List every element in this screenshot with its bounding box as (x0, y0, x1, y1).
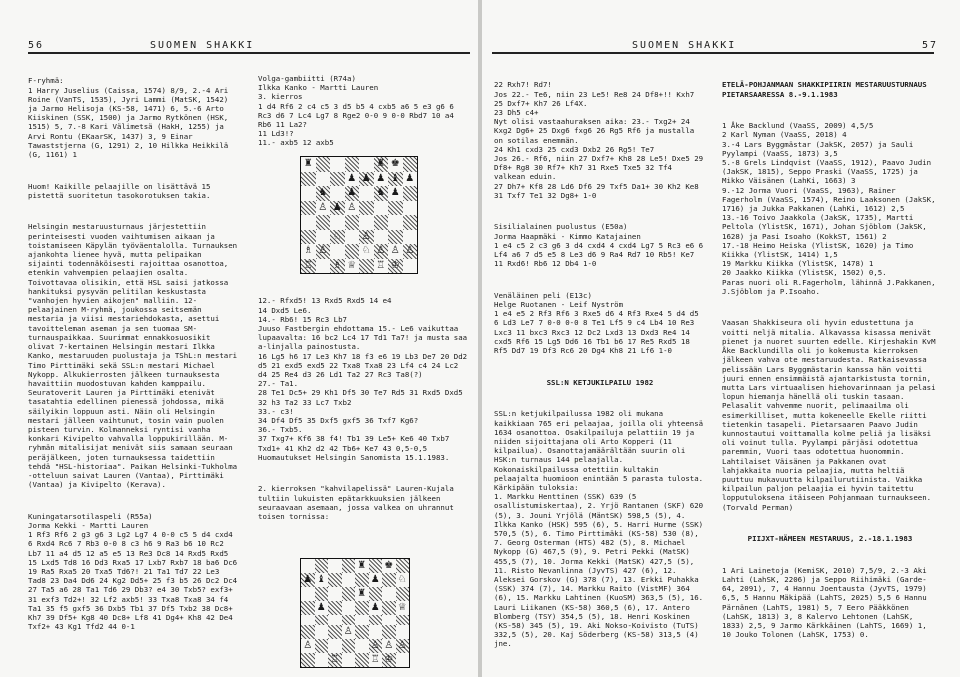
board-square (301, 201, 316, 216)
board-square: ♙ (359, 230, 374, 245)
section-heading-hame: PIIJXT-HÄMEEN MESTARUUS, 2.-18.1.1983 (747, 534, 913, 544)
board-square (355, 653, 369, 667)
board-square (359, 157, 374, 172)
board-square (345, 230, 360, 245)
board-square (328, 559, 342, 573)
board-square (374, 201, 389, 216)
board-square (369, 587, 383, 601)
board-square (388, 215, 403, 230)
board-square (382, 625, 396, 639)
hame-results: 1 Ari Lainetoja (KemiSK, 2010) 7,5/9, 2.-3 Aki Lahti (LahSK, 2206) ja Seppo Riihimäki (Garde-64, 2091), 7, 4 Hannu Joentausta (JyvTS, 1979) 6,5, 5 Hannu Mäkipää (LahTS, 2025) 5,5 6 Hannu Pärnänen (LahTS, 1981) 5, 7 Eero Pääkkönen (LahSK, 1813) 3, 8 Kalervo Lehtonen (LahSK, 1833) 2,5, 9 Jarmo Kärkkäinen (LahTS, 1669) 1, 10 Jouko Tolonen (LahSK, 1753) 0. (722, 565, 932, 640)
board-square: ♟ (374, 172, 389, 187)
magazine-title-right: SUOMEN SHAKKI (632, 40, 737, 51)
etela-pohjanmaa-results: 1 Åke Backlund (VaaSS, 2009) 4,5/5 2 Karl Nyman (VaaSS, 2018) 4 3.-4 Lars Byggmästar (JakSK, 2057) ja Sauli Pyylampi (VaaSS, 1873) 3,5 5.-8 Grels Lindqvist (VaaSS, 1912), Paavo Judin (JakSK, 1815), Seppo Praski (VaaSS, 1725) ja Mikko Väisänen (LahKi, 1663) 3 9.-12 Jorma Vuori (VaaSS, 1963), Rainer Fagerholm (VaaSS, 1574), Reino Laaksonen (JakSK, 1716) ja Jukka Pakkanen (LahKi, 1612) 2,5 13.-16 Toivo Jaakkola (JakSK, 1735), Martti Peltola (YlistSK, 1671), Johan Sjöblom (JakSK, 1628) ja Pasi Isoaho (KokkST, 1561) 2 17.-18 Heimo Heiska (YlistSK, 1620) ja Timo Kiikka (YlistSK, 1414) 1,5 19 Markku Kiikka (YlistSK, 1478) 1 20 Jaakko Kiikka (YlistSK, 1502) 0,5. Paras nuori oli R.Fagerholm, lähinnä J.Pakkanen, J.Sjöblom ja P.Isoaho. (722, 121, 936, 296)
board-square (301, 186, 316, 201)
board-square (355, 601, 369, 615)
game-haapmaki-katajainen: Sisilialainen puolustus (E50a) Jorma Haapmäki - Kimmo Katajainen 1 e4 c5 2 c3 g6 3 d4 cxd4 4 cxd4 Lg7 5 Rc3 e6 6 Lf4 a6 7 d5 e5 8 Le3 d6 9 Ra4 Rd7 10 Rb5! Ke7 11 Rxd6! Rb6 12 Db4 1-0 (494, 222, 704, 269)
board-square: ♔ (388, 259, 403, 274)
board-square (316, 215, 331, 230)
board-square (342, 573, 356, 587)
board-square (342, 615, 356, 625)
game-annotations: 12.- Rfxd5! 13 Rxd5 Rxd5 14 e4 14 Dxd5 Le6. 14.- Rb6! 15 Rc3 Lb7 Juuso Fastbergin ehdottama 15.- Le6 vaikuttaa lupaavalta: 16 bc2 Lc4 17 Td1 Ta7! ja musta saa a-linjalla painostusta. 16 Lg5 h6 17 Le3 Kh7 18 f3 e6 19 Lb3 De7 20 Dd2 d5 21 exd5 exd5 22 Txa8 Txa8 23 Lf4 c4 24 Lc2 d4 25 Re4 d3 26 Ld1 Ta2 27 Rc3 Ta8(?) 27.- Ta1. 28 Te1 Dc5+ 29 Kh1 Df5 30 Te7 Rd5 31 Rxd5 Dxd5 32 h3 Ta2 33 Lc7 Txb2 33.- c3! 34 Df4 Df5 35 Dxf5 gxf5 36 Txf7 Kg6? 36.- Txb5. 37 Txg7+ Kf6 38 f4! Tb1 39 Le5+ Ke6 40 Txb7 Txd1+ 41 Kh2 d2 42 Tb6+ Ke7 43 0,5-0,5 Huomautukset Helsingin Sanomista 15.1.1983. (258, 296, 468, 462)
board-square: ♕ (345, 259, 360, 274)
game-ruotanen-nystrom: Venäläinen peli (E13c) Helge Ruotanen - Leif Nyström 1 e4 e5 2 Rf3 Rf6 3 Rxe5 d6 4 Rf3 Rxe4 5 d4 d5 6 Ld3 Le7 7 0-0 0-0 8 Te1 Lf5 9 c4 Lb4 10 Re3 Lxc3 11 bxc3 Rxc3 12 Dc2 Lxd3 13 Dxd3 Re4 14 cxd5 Rf6 15 Lg5 Dd6 16 Tb1 b6 17 Re5 Rxd5 18 Rf5 Dd7 19 Df3 Rc6 20 Dg4 Kh8 21 Lf6 1-0 (494, 290, 699, 356)
board-square: ♔ (382, 653, 396, 667)
board-square (330, 215, 345, 230)
board-square (330, 186, 345, 201)
game-kekki-lauren: Kuningatarsotilaspeli (R55a) Jorma Kekki - Martti Lauren 1 Rf3 Rf6 2 g3 g6 3 Lg2 Lg7 4 0-0 c5 5 d4 cxd4 6 Rxd4 Rc6 7 Rb3 0-0 8 c3 h6 9 Ra3 b6 10 Rc2 Lb7 11 a4 d5 12 a5 e5 13 Re3 Dc8 14 Rxd5 Rxd5 15 Lxd5 Td8 16 Dd3 Rxa5 17 Lxb7 Rxb7 18 ba6 Dc6 19 Ra5 Rxa5 20 Txa5 Td6?! 21 Ta1 Td7 22 Le3 Tad8 23 Da4 Dd6 24 Kg2 Dd5+ 25 f3 b5 26 Dc2 Dc4 27 Ta5 a6 28 Ta1 Td6 29 Db3? e4 30 Txb5? exf3+ 31 exf3 Td2+! 32 Lf2 axb5! 33 Txa8 Txa8 34 f4 Ta1 35 f5 gxf5 36 Dxb5 Tb1 37 Df5 Txb2 38 Dc8+ Kh7 39 Df5+ Kg8 40 Dc8+ Lf8 41 Dg4+ Kh8 42 De4 Txf2+ 43 Kg1 Tfd2 44 0-1 (28, 511, 238, 632)
board-square (374, 230, 389, 245)
board-square: ♟ (388, 186, 403, 201)
board-square (403, 157, 418, 172)
board-square (301, 559, 315, 573)
board-square (342, 559, 356, 573)
board-square: ♚ (382, 559, 396, 573)
section-heading-ketjukilpailu: SSL:N KETJUKILPAILU 1982 (546, 377, 654, 387)
board-square (301, 215, 316, 230)
etela-pohjanmaa-report: Vaasan Shakkiseura oli hyvin edustettuna ja voitti neljä mitalia. Alkavassa kisassa menivät pienet ja nuoret suurten edelle. Kirjeshakin KvM Åke Backlundilla oli jo kokemusta kierroksen jälkeen vahva ote mestaruudesta. Ratkaisevassa pelissään Lars Byggmästarin kanssa hän voitti juuri ennen ensimmäistä ajantarkistusta tornin, mutta Lars virtuaalisen hiehovarinnaan ja pelasi lopun hiemanja hänellä oli tuskin tasaan. Pelasalit vahvemme nuorit, pelimaailma oli esimerkilliset, mutta kokeneelle Ekelle riitti tietenkin tasapeli. Pietarsaaren Paavo Judin kunnostautui voittamalla kolme peliä ja lisäksi oli voinut tulla. Pyylampi pärjäsi odotettua paremmin, Vuori taas odotettua huonommin. Lahtilaiset Väisänen ja Pakkanen ovat lahjakkaita nuoria pelaajia, mutta heltiä puuttuu mukavuutta kilpailurutiinista. Vaikka kilpailun paljon pelaajia ei hyvin taitettu lopputuloksena itäiseen Pohjanmaan turnaukseen. (Torvald Perman) (722, 318, 941, 512)
board-square: ♟ (359, 172, 374, 187)
board-square (369, 615, 383, 625)
board-square (342, 601, 356, 615)
game-continuation: 22 Rxh7! Rd7! Jos 22.- Te6, niin 23 Le5! Re8 24 Df8+!! Kxh7 25 Dxf7+ Kh7 26 Lf4X. 23 Dh5 c4+ Nyt olisi vastaahuraksen aika: 23.- Txg2+ 24 Kxg2 Dg6+ 25 Dxg6 fxg6 26 Rg5 Rf6 ja mustalla on sotilas enemmän. 24 Kh1 cxd3 25 cxd3 Dxb2 26 Rg5! Te7 Jos 26.- Rf6, niin 27 Dxf7+ Kh8 28 Le5! Dxe5 29 Df8+ Rg8 30 Rf7+ Kh7 31 Rxe5 Txe5 32 Tf4 valkean eduin. 27 Dh7+ Kf8 28 Ld6 Df6 29 Txf5 Da1+ 30 Kh2 Ke8 31 Txf7 Te1 32 Dg8+ 1-0 (494, 80, 704, 200)
board-square (342, 653, 356, 667)
board-square (315, 587, 329, 601)
page-number-left: 56 (28, 40, 45, 51)
board-square: ♙ (388, 244, 403, 259)
board-square: ♞ (316, 186, 331, 201)
chess-diagram-2 (300, 558, 410, 668)
board-square (342, 587, 356, 601)
f-group-results: F-ryhmä: 1 Harry Juselius (Caissa, 1574) 8/9, 2.-4 Ari Roine (VanTS, 1535), Jyri Lammi (MatSK, 1542) ja Jarmo Helisoja (KS-58, 1471) 6, 5.-6 Arto Kiiskinen (SSK, 1500) ja Jarmo Rytkönen (HSK, 1515) 5, 7.-8 Kari Välimetsä (HakH, 1255) ja Arvi Rontu (EKaarSK, 1437) 3, 9 Einar Tawaststjerna (G, 1291) 2, 10 Hilkka Heikkilä (G, 1161) 1 (28, 76, 229, 160)
board-square: ♙ (396, 639, 410, 653)
board-square (396, 559, 410, 573)
board-square (301, 653, 315, 667)
board-square: ♙ (374, 244, 389, 259)
board-square (316, 259, 331, 274)
board-square: ♜ (355, 559, 369, 573)
column-4 (722, 62, 941, 674)
board-square: ♙ (369, 639, 383, 653)
board-square (315, 625, 329, 639)
section-heading-etela-pohjanmaa: ETELÄ-POHJANMAAN SHAKKIPIIRIN MESTARUUSTURNAUS PIETARSAARESSA 8.-9.1.1983 (722, 80, 932, 99)
board-square (316, 172, 331, 187)
board-square: ♝ (315, 573, 329, 587)
board-square: ♟ (345, 172, 360, 187)
board-square: ♙ (316, 201, 331, 216)
board-square (403, 186, 418, 201)
board-square (355, 573, 369, 587)
board-square (301, 615, 315, 625)
column-1 (28, 58, 242, 668)
board-square (301, 601, 315, 615)
note-paragraph: Huom! Kaikille pelaajille on lisättävä 15 pistettä suoritetun tasokorotuksen takia. (28, 181, 215, 200)
board-square: ♟ (301, 573, 315, 587)
board-square (359, 259, 374, 274)
board-square: ♗ (330, 259, 345, 274)
board-square (374, 215, 389, 230)
right-page (482, 0, 960, 677)
board-square (301, 625, 315, 639)
board-square: ♗ (301, 244, 316, 259)
board-square (315, 639, 329, 653)
board-square (328, 601, 342, 615)
board-square: ♙ (301, 639, 315, 653)
board-square: ♜ (355, 587, 369, 601)
board-square: ♕ (396, 601, 410, 615)
board-square (301, 230, 316, 245)
board-square (328, 625, 342, 639)
board-square: ♘ (359, 244, 374, 259)
board-square: ♞ (374, 186, 389, 201)
board-square (403, 259, 418, 274)
column-3 (494, 62, 706, 674)
board-square (359, 201, 374, 216)
board-square (359, 215, 374, 230)
board-square: ♝ (388, 172, 403, 187)
board-square: ♙ (345, 201, 360, 216)
board-square: ♜ (301, 157, 316, 172)
board-square: ♙ (342, 625, 356, 639)
left-page (0, 0, 478, 677)
game-kanko-lauren-header: Volga-gambiitti (R74a) Ilkka Kanko - Martti Lauren 3. kierros 1 d4 Rf6 2 c4 c5 3 d5 b5 4 cxb5 a6 5 e3 g6 6 Rc3 d6 7 Lc4 Lg7 8 Rge2 0-0 9 0-0 Rbd7 10 a4 Rb6 11 La2? 11 Ld3!? 11.- axb5 12 axb5 (258, 74, 454, 148)
board-square (315, 653, 329, 667)
board-square: ♙ (403, 244, 418, 259)
board-square (396, 587, 410, 601)
board-square: ♟ (369, 601, 383, 615)
board-square (328, 573, 342, 587)
board-square (345, 244, 360, 259)
board-square (388, 230, 403, 245)
board-square (388, 201, 403, 216)
ketjukilpailu-results: SSL:n ketjukilpailussa 1982 oli mukana kaikkiaan 765 eri pelaajaa, joilla oli yhteensä 1634 osanottoa. Osakilpailuja pelattiin 19 ja niiden sijoittajana oli Arto Kopperi (11 kilpailua). Osanottajamäärältään suurin oli HSK:n turnaus 144 pelaajalla. Kokonaiskilpailussa otettiin kultakin pelaajalta huomioon enintään 5 parasta tulosta. Kärkipään tuloksia: 1. Markku Henttinen (SSK) 639 (5 osallistumiskertaa), 2. Yrjö Rantanen (SKF) 620 (5), 3. Jouni Yrjölä (MäntSK) 598,5 (5), 4. Ilkka Kanko (HSK) 595 (6), 5. Harri Hurme (SSK) 570,5 (5), 6. Timo Pirttimäki (KS-58) 530 (8), 7. Georg Osterman (HTS) 482 (5), 8. Michael Nykopp (G) 467,5 (9), 9. Petri Pekki (MatSK) 455,5 (7), 10. Jorma Kekki (MatSK) 427,5 (5), 11. Risto Nevanlinna (JyvTS) 427 (6), 12. Aleksei Gorskov (G) 378 (7), 13. Erkki Puhakka (SSK) 374 (7), 14. Markku Raito (VistMF) 364 (6), 15. Markku Lahtinen (KuoSM) 363,5 (5), 16. Lauri Liikanen (KS-58) 360,5 (6), 17. Antero Blomberg (TSY) 354,5 (5), 18. Henri Koskinen (KS-58) 345 (5), 19. Aki Nokso-Koivisto (TuTS) 332,5 (5), 20. Kaj Söderberg (KS-58) 313,5 (4) jne. (494, 409, 704, 649)
board-square (301, 587, 315, 601)
board-square: ♘ (396, 573, 410, 587)
board-square (355, 625, 369, 639)
board-square (396, 625, 410, 639)
board-square (403, 230, 418, 245)
board-square (330, 244, 345, 259)
board-square (345, 157, 360, 172)
board-square: ♜ (374, 157, 389, 172)
board-square: ♖ (301, 259, 316, 274)
board-square (382, 573, 396, 587)
header-rule-right (492, 52, 934, 54)
magazine-title-left: SUOMEN SHAKKI (150, 40, 255, 51)
board-square (403, 201, 418, 216)
board-square (382, 601, 396, 615)
board-square (396, 653, 410, 667)
board-square (355, 615, 369, 625)
board-square (359, 186, 374, 201)
board-square: ♖ (369, 653, 383, 667)
board-square (396, 615, 410, 625)
page-number-right: 57 (922, 40, 939, 51)
header-rule-left (28, 52, 470, 54)
board-square (315, 559, 329, 573)
board-square: ♘ (330, 230, 345, 245)
board-square (330, 172, 345, 187)
board-square (316, 157, 331, 172)
board-square: ♚ (388, 157, 403, 172)
board-square (345, 215, 360, 230)
board-square (369, 625, 383, 639)
chess-diagram-1 (300, 156, 418, 274)
board-square (315, 615, 329, 625)
board-square (403, 215, 418, 230)
board-square (316, 230, 331, 245)
board-square (382, 587, 396, 601)
board-square (355, 639, 369, 653)
board-square: ♙ (382, 639, 396, 653)
board-square: ♖ (374, 259, 389, 274)
board-square (328, 587, 342, 601)
board-square: ♟ (403, 172, 418, 187)
board-square (382, 615, 396, 625)
cafe-game-intro: 2. kierroksen "kahvilapelissä" Lauren-Kujala tultiin lukuisten epätarkkuuksien jälkeen seuraavaan asemaan, jossa valkea on uhrannut toisen tornissa: (258, 484, 459, 522)
board-square (328, 615, 342, 625)
board-square: ♙ (316, 244, 331, 259)
board-square (369, 559, 383, 573)
board-square (342, 639, 356, 653)
board-square: ♖ (328, 653, 342, 667)
tournament-report: Helsingin mestaruusturnaus järjestettiin perinteisesti vuoden vaihtumisen aikaan ja toistamiseen Käpylän työväentalolla. Turnauksen ajankohta lienee hyvä, mutta pelipaikan sijainti todennäköisesti rajoittaa osanottoa, etenkin vahvempien pelaajien osalta. Toivottavaa olisikin, että HSL saisi jatkossa hankituksi pysyvän pelitilan keskustasta "vanhojen hyvien aikojen" malliin. 12-pelaajainen M-ryhmä, joukossa seitsemän mestaria ja viisi mestariehdokasta, asettui tavoitteleman aseman ja sen tuomaa SM-turnauspaikkaa. Suurimmat ennakkosuosikit olivat 7-kertainen Helsingin mestari Ilkka Kanko, mestaruuden puolustaja ja TShL:n mestari Timo Pirttimäki sekä SSL:n mestari Michael Nykopp. Alkukierrosten jälkeen turnauksesta havaittiin muodostuvan kahden kamppailu. Seuratoverit Lauren ja Pirttimäki etenivät tasatahtia edellinen pienessä johdossa, mikä säilyikin loppuun asti. Näin oli Helsingin mestari jälleen vaihtunut, tosin vain puolen pisteen turvin. Kolmanneksi ryntisi vanha konkari Kivipelto vahvalla loppukirillään. M-ryhmän mitalisijat menivät siis samaan seuraan peräjälkeen, joten turnauksessa taidettiin tehdä "HSL-historiaa". Paikan Helsinki-Tukholma -otteluun saivat Lauren (Vantaa), Pirttimäki (Vantaa) ja Kivipelto (Kerava). (28, 222, 242, 490)
board-square: ♟ (330, 201, 345, 216)
board-square (328, 639, 342, 653)
board-square (330, 157, 345, 172)
board-square (301, 172, 316, 187)
board-square: ♟ (315, 601, 329, 615)
board-square: ♟ (369, 573, 383, 587)
board-square: ♟ (345, 186, 360, 201)
